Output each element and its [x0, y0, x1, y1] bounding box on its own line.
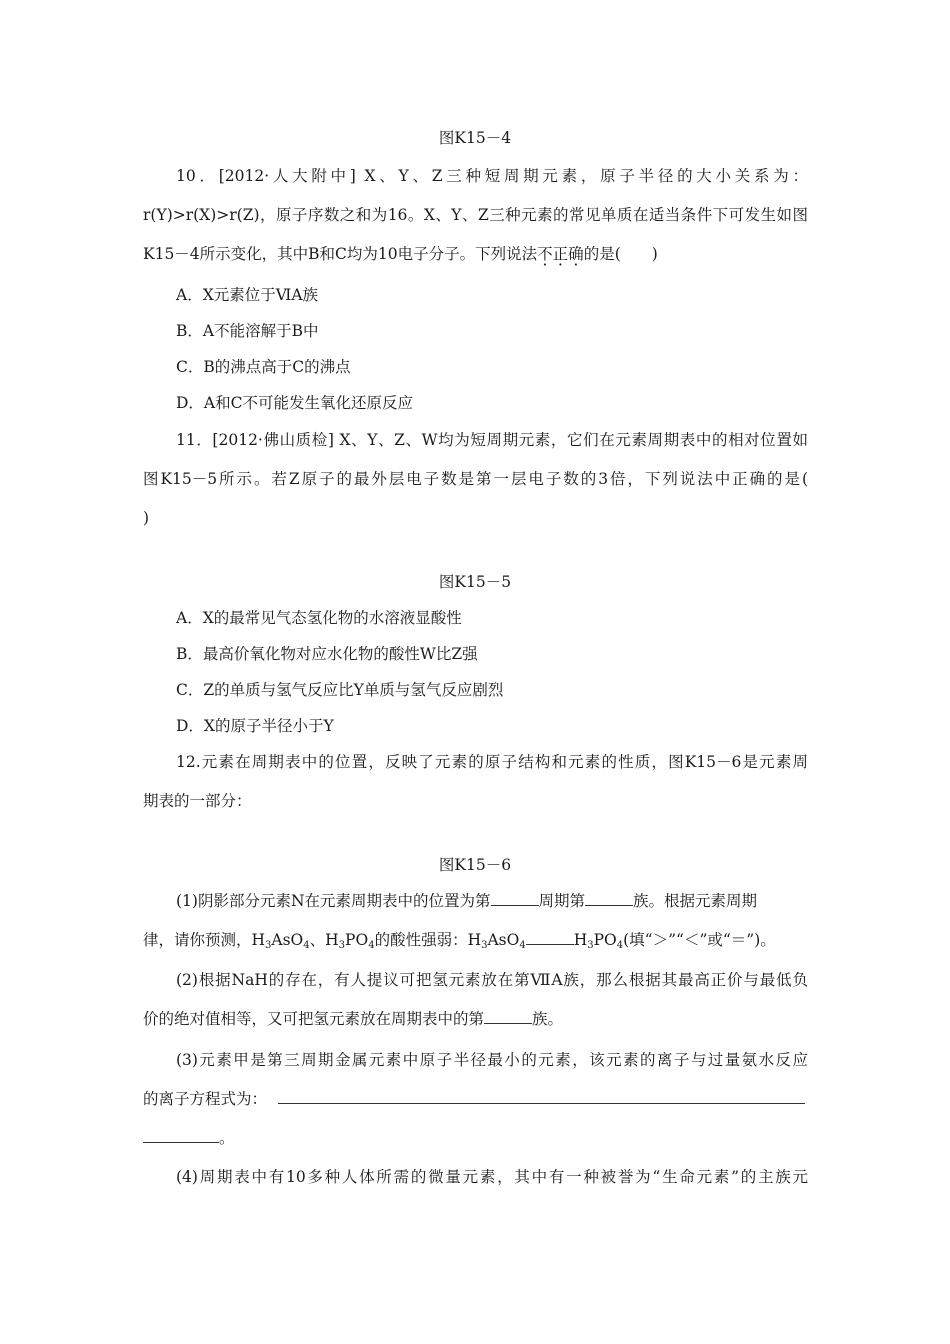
- q12-part1-text: 的酸性强弱：H: [374, 931, 482, 949]
- q10-option-a: A．X元素位于ⅥA族: [176, 286, 319, 304]
- subscript: 4: [303, 940, 310, 951]
- figure-caption-k15-4: 图K15－4: [438, 129, 512, 147]
- q12-line-1: 12.元素在周期表中的位置，反映了元素的原子结构和元素的性质，图K15－6是元素周: [176, 753, 808, 771]
- answer-blank-ionic-equation-cont[interactable]: [143, 1128, 219, 1143]
- subscript: 3: [265, 940, 272, 951]
- answer-blank-ionic-equation[interactable]: [278, 1103, 805, 1104]
- figure-caption-k15-6: 图K15－6: [438, 856, 512, 874]
- q12-part4-line-1: (4)周期表中有10多种人体所需的微量元素，其中有一种被誉为“生命元素”的主族元: [176, 1168, 808, 1186]
- q12-part2-text: 价的绝对值相等，又可把氢元素放在周期表中的第: [143, 1010, 485, 1028]
- q10-line-1: 10．[2012·人大附中] X、Y、Z三种短周期元素，原子半径的大小关系为：: [176, 167, 808, 185]
- emphasis-char: 正: [552, 245, 569, 263]
- q11-option-c: C．Z的单质与氢气反应比Y单质与氢气反应剧烈: [176, 681, 504, 699]
- q12-part1-text: 、H: [309, 931, 339, 949]
- emphasis-char: 不: [537, 245, 553, 263]
- q10-line-2: r(Y)>r(X)>r(Z)，原子序数之和为16。X、Y、Z三种元素的常见单质在适当条件下可发生如图: [143, 206, 808, 224]
- q12-part2-line-2: [143, 1009, 808, 1029]
- emphasis-char: 确: [568, 245, 584, 263]
- subscript: 3: [481, 940, 488, 951]
- q12-part1-text: PO: [593, 931, 617, 949]
- answer-blank-group-hydrogen[interactable]: [484, 1009, 532, 1024]
- q12-part1-text: 族。根据元素周期: [633, 892, 758, 910]
- q10-line-3-end: 的是( ): [583, 245, 658, 263]
- q12-part1-text: AsO: [487, 931, 520, 949]
- answer-blank-acidity[interactable]: [526, 930, 574, 945]
- answer-blank-group[interactable]: [585, 891, 633, 906]
- subscript: 4: [368, 940, 375, 951]
- subscript: 4: [519, 940, 526, 951]
- subscript: 3: [338, 940, 346, 951]
- q12-part1-text: (1)阴影部分元素N在元素周期表中的位置为第: [176, 892, 491, 910]
- q12-part3-text: 的离子方程式为：: [143, 1090, 268, 1108]
- figure-caption-k15-5: 图K15－5: [438, 573, 512, 591]
- q11-option-b: B．最高价氧化物对应水化物的酸性W比Z强: [176, 645, 478, 663]
- q11-line-1: 11．[2012·佛山质检] X、Y、Z、W均为短周期元素，它们在元素周期表中的相对位置如: [176, 431, 808, 449]
- q12-part1-text: AsO: [271, 931, 304, 949]
- q12-part3-line-1: (3)元素甲是第三周期金属元素中原子半径最小的元素，该元素的离子与过量氨水反应: [176, 1051, 808, 1069]
- q11-line-3: ): [143, 509, 150, 527]
- q12-part3-line-2: [143, 1089, 808, 1109]
- answer-blank-period[interactable]: [491, 891, 539, 906]
- q10-line-3: [143, 244, 808, 264]
- q12-line-2: 期表的一部分：: [143, 792, 252, 810]
- subscript: 4: [616, 940, 624, 951]
- q12-part1-text: 周期第: [538, 892, 586, 910]
- q12-part1-line-1: [176, 891, 808, 911]
- q11-option-a: A．X的最常见气态氢化物的水溶液显酸性: [176, 609, 462, 627]
- q12-part2-line-1: (2)根据NaH的存在，有人提议可把氢元素放在第ⅦA族，那么根据其最高正价与最低负: [176, 971, 808, 989]
- q10-option-b: B．A不能溶解于B中: [176, 322, 319, 340]
- q12-part1-text: H: [573, 931, 588, 949]
- q12-part3-line-3: [143, 1128, 808, 1148]
- q12-part1-text: PO: [345, 931, 369, 949]
- q12-part2-text: 族。: [532, 1010, 564, 1028]
- q10-option-d: D．A和C不可能发生氧化还原反应: [176, 394, 413, 412]
- q10-line-3-text: K15－4所示变化，其中B和C均为10电子分子。下列说法: [143, 245, 538, 263]
- q12-part1-line-2: [143, 930, 808, 956]
- q11-option-d: D．X的原子半径小于Y: [176, 717, 334, 735]
- q11-line-2: 图K15－5所示。若Z原子的最外层电子数是第一层电子数的3倍，下列说法中正确的是(: [143, 470, 808, 488]
- q12-part3-text: 。: [219, 1129, 235, 1147]
- q12-part1-text: 律，请你预测，H: [143, 931, 266, 949]
- subscript: 3: [587, 940, 594, 951]
- q12-part1-text: (填“＞”“＜”或“＝”)。: [623, 931, 776, 949]
- q10-option-c: C．B的沸点高于C的沸点: [176, 358, 351, 376]
